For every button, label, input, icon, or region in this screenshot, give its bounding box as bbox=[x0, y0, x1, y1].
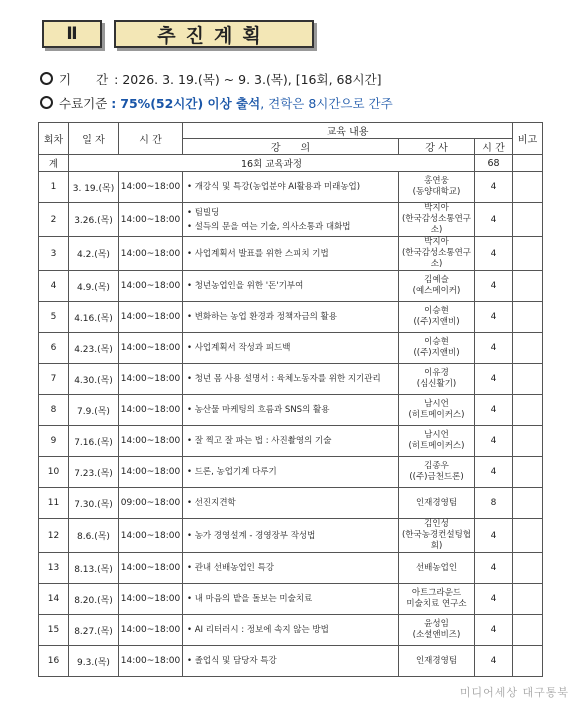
course-line: • 사업계획서 발표를 위한 스피치 기법 bbox=[187, 248, 329, 259]
cell-date: 7.16.(목) bbox=[69, 426, 119, 457]
cell-remarks bbox=[513, 646, 543, 677]
cell-remarks bbox=[513, 395, 543, 426]
cell-remarks bbox=[513, 615, 543, 646]
cell-date: 4.9.(목) bbox=[69, 271, 119, 302]
cell-course bbox=[183, 519, 399, 553]
cell-course bbox=[183, 584, 399, 615]
header-content: 교육 내용 bbox=[183, 123, 513, 139]
instructor-name: 김예슬 bbox=[424, 275, 449, 285]
instructor-org: (히트메이커스) bbox=[408, 410, 465, 420]
instructor-org: (한국감성소통연구소) bbox=[401, 214, 471, 235]
cell-no: 6 bbox=[39, 333, 69, 364]
cell-remarks bbox=[513, 584, 543, 615]
cell-time: 14:00~18:00 bbox=[119, 519, 183, 553]
cell-hours: 4 bbox=[475, 333, 513, 364]
cell-date: 7.9.(목) bbox=[69, 395, 119, 426]
course-line: • 내 마음의 밭을 돌보는 미술치료 bbox=[187, 594, 313, 604]
cell-hours: 4 bbox=[475, 457, 513, 488]
cell-hours: 4 bbox=[475, 426, 513, 457]
cell-instructor bbox=[399, 302, 475, 333]
cell-hours: 4 bbox=[475, 203, 513, 237]
cell-remarks bbox=[513, 203, 543, 237]
course-line: • 농산물 마케팅의 흐름과 SNS의 활용 bbox=[187, 405, 330, 415]
cell-no: 13 bbox=[39, 553, 69, 584]
criteria-highlight: 75%(52시간) 이상 출석 bbox=[120, 96, 261, 111]
instructor-name: 인재경영팀 bbox=[415, 497, 458, 508]
instructor-name: 남시언 bbox=[424, 399, 449, 409]
cell-course bbox=[183, 237, 399, 271]
course-line: • 설득의 문을 여는 기술, 의사소통과 대화법 bbox=[187, 221, 351, 232]
table-row bbox=[39, 584, 543, 615]
cell-date: 9.3.(목) bbox=[69, 646, 119, 677]
cell-time: 14:00~18:00 bbox=[119, 584, 183, 615]
header-course: 강 의 bbox=[183, 139, 399, 155]
cell-instructor bbox=[399, 584, 475, 615]
cell-time: 14:00~18:00 bbox=[119, 615, 183, 646]
instructor-org: ((주)지앤비) bbox=[413, 348, 460, 358]
cell-instructor bbox=[399, 457, 475, 488]
criteria-line: 수료기준 : 75%(52시간) 이상 출석, 견학은 8시간으로 간주 bbox=[40, 94, 393, 112]
cell-instructor bbox=[399, 203, 475, 237]
course-line: • 개강식 및 특강(농업분야 AI활용과 미래농업) bbox=[187, 182, 361, 192]
cell-instructor bbox=[399, 646, 475, 677]
instructor-name: 홍연웅 bbox=[424, 176, 449, 186]
cell-remarks bbox=[513, 553, 543, 584]
instructor-name: 이유경 bbox=[424, 368, 449, 378]
cell-time: 14:00~18:00 bbox=[119, 333, 183, 364]
cell-instructor bbox=[399, 553, 475, 584]
cell-date: 8.27.(목) bbox=[69, 615, 119, 646]
cell-hours: 4 bbox=[475, 646, 513, 677]
course-line: • 잘 찍고 잘 파는 법 : 사진촬영의 기술 bbox=[187, 436, 332, 446]
cell-date: 3.26.(목) bbox=[69, 203, 119, 237]
course-line: • 청년 몸 사용 설명서 : 육체노동자를 위한 지기관리 bbox=[187, 374, 381, 384]
course-line: • 관내 선배농업인 특강 bbox=[187, 563, 275, 573]
cell-instructor bbox=[399, 615, 475, 646]
header-time: 시 간 bbox=[119, 123, 183, 155]
cell-course bbox=[183, 172, 399, 203]
cell-remarks bbox=[513, 333, 543, 364]
cell-date: 8.20.(목) bbox=[69, 584, 119, 615]
cell-hours: 4 bbox=[475, 172, 513, 203]
section-number: Ⅱ bbox=[42, 20, 102, 48]
instructor-org: (한국감성소통연구소) bbox=[401, 248, 471, 269]
cell-date: 7.23.(목) bbox=[69, 457, 119, 488]
table-row bbox=[39, 333, 543, 364]
table-row bbox=[39, 271, 543, 302]
instructor-name: 이승현 bbox=[424, 306, 449, 316]
cell-no: 5 bbox=[39, 302, 69, 333]
table-row bbox=[39, 172, 543, 203]
cell-date: 8.6.(목) bbox=[69, 519, 119, 553]
cell-no: 14 bbox=[39, 584, 69, 615]
cell-no: 7 bbox=[39, 364, 69, 395]
cell-remarks bbox=[513, 426, 543, 457]
watermark: 미디어세상 대구통북 bbox=[459, 686, 569, 699]
table-row bbox=[39, 615, 543, 646]
bullet-circle-icon bbox=[40, 96, 53, 109]
section-title: 추진계획 bbox=[114, 20, 314, 48]
course-line: • AI 리터러시 : 정보에 속지 않는 방법 bbox=[187, 625, 329, 635]
table-row bbox=[39, 364, 543, 395]
cell-remarks bbox=[513, 271, 543, 302]
course-line: • 졸업식 및 담당자 특강 bbox=[187, 656, 277, 666]
period-line: 기 간 : 2026. 3. 19.(목) ~ 9. 3.(목), [16회, 68시간] bbox=[40, 70, 381, 88]
cell-no: 4 bbox=[39, 271, 69, 302]
cell-date: 4.2.(목) bbox=[69, 237, 119, 271]
cell-instructor bbox=[399, 364, 475, 395]
header-remarks: 비고 bbox=[513, 123, 543, 155]
instructor-name: 인재경영팀 bbox=[415, 655, 458, 666]
cell-instructor bbox=[399, 237, 475, 271]
cell-instructor bbox=[399, 333, 475, 364]
cell-date: 4.23.(목) bbox=[69, 333, 119, 364]
table-row bbox=[39, 395, 543, 426]
cell-instructor bbox=[399, 426, 475, 457]
instructor-org: ((주)지앤비) bbox=[413, 317, 460, 327]
cell-course bbox=[183, 488, 399, 519]
cell-course bbox=[183, 395, 399, 426]
cell-remarks bbox=[513, 364, 543, 395]
course-line: • 농가 경영설계 - 경영장부 작성법 bbox=[187, 530, 316, 541]
cell-course bbox=[183, 426, 399, 457]
instructor-name: 남시언 bbox=[424, 430, 449, 440]
cell-course bbox=[183, 457, 399, 488]
cell-time: 14:00~18:00 bbox=[119, 364, 183, 395]
header-date: 일 자 bbox=[69, 123, 119, 155]
instructor-name: 김종우 bbox=[424, 461, 449, 471]
schedule-table bbox=[38, 122, 543, 677]
cell-date: 4.16.(목) bbox=[69, 302, 119, 333]
instructor-name: 선배농업인 bbox=[415, 562, 458, 573]
bullet-circle-icon bbox=[40, 72, 53, 85]
instructor-org: (동양대학교) bbox=[412, 187, 461, 197]
cell-time: 09:00~18:00 bbox=[119, 488, 183, 519]
course-line: • 청년농업인을 위한 '돈'기부여 bbox=[187, 281, 304, 291]
cell-hours: 4 bbox=[475, 364, 513, 395]
total-row: 계 16회 교육과정 68 bbox=[39, 155, 543, 172]
instructor-org: (예스메이커) bbox=[412, 286, 461, 296]
course-line: • 사업계획서 작성과 피드백 bbox=[187, 343, 291, 353]
table-row bbox=[39, 646, 543, 677]
table-row bbox=[39, 237, 543, 271]
instructor-org: (히트메이커스) bbox=[408, 441, 465, 451]
table-row bbox=[39, 426, 543, 457]
cell-hours: 4 bbox=[475, 395, 513, 426]
cell-remarks bbox=[513, 172, 543, 203]
cell-hours: 4 bbox=[475, 237, 513, 271]
table-row bbox=[39, 488, 543, 519]
cell-no: 15 bbox=[39, 615, 69, 646]
cell-time: 14:00~18:00 bbox=[119, 426, 183, 457]
cell-no: 12 bbox=[39, 519, 69, 553]
cell-remarks bbox=[513, 457, 543, 488]
cell-time: 14:00~18:00 bbox=[119, 646, 183, 677]
instructor-org: (심신활기) bbox=[416, 379, 457, 389]
cell-time: 14:00~18:00 bbox=[119, 553, 183, 584]
cell-instructor bbox=[399, 519, 475, 553]
cell-no: 3 bbox=[39, 237, 69, 271]
cell-time: 14:00~18:00 bbox=[119, 203, 183, 237]
header-instructor: 강 사 bbox=[399, 139, 475, 155]
instructor-name: 김인성 bbox=[424, 519, 449, 529]
cell-hours: 4 bbox=[475, 302, 513, 333]
header-hours: 시 간 bbox=[475, 139, 513, 155]
cell-course bbox=[183, 364, 399, 395]
course-line: • 팀빌딩 bbox=[187, 207, 220, 218]
cell-instructor bbox=[399, 488, 475, 519]
cell-no: 8 bbox=[39, 395, 69, 426]
cell-time: 14:00~18:00 bbox=[119, 237, 183, 271]
cell-time: 14:00~18:00 bbox=[119, 395, 183, 426]
cell-hours: 4 bbox=[475, 553, 513, 584]
cell-hours: 4 bbox=[475, 519, 513, 553]
table-row bbox=[39, 553, 543, 584]
cell-no: 16 bbox=[39, 646, 69, 677]
table-row bbox=[39, 302, 543, 333]
instructor-org: (소셜앤비즈) bbox=[412, 630, 461, 640]
cell-remarks bbox=[513, 488, 543, 519]
cell-no: 2 bbox=[39, 203, 69, 237]
cell-hours: 4 bbox=[475, 615, 513, 646]
cell-instructor bbox=[399, 271, 475, 302]
instructor-name: 박지아 bbox=[424, 237, 449, 247]
cell-course bbox=[183, 646, 399, 677]
header-no: 회차 bbox=[39, 123, 69, 155]
cell-remarks bbox=[513, 237, 543, 271]
table-row bbox=[39, 457, 543, 488]
cell-no: 9 bbox=[39, 426, 69, 457]
cell-instructor bbox=[399, 172, 475, 203]
instructor-org: ((주)금천드론) bbox=[409, 472, 464, 482]
cell-time: 14:00~18:00 bbox=[119, 457, 183, 488]
cell-course bbox=[183, 333, 399, 364]
instructor-name: 박지아 bbox=[424, 203, 449, 213]
cell-course bbox=[183, 615, 399, 646]
cell-remarks bbox=[513, 302, 543, 333]
cell-date: 8.13.(목) bbox=[69, 553, 119, 584]
cell-time: 14:00~18:00 bbox=[119, 271, 183, 302]
cell-remarks bbox=[513, 519, 543, 553]
instructor-org: (한국농경컨설팅협회) bbox=[401, 530, 471, 551]
cell-time: 14:00~18:00 bbox=[119, 302, 183, 333]
cell-hours: 4 bbox=[475, 271, 513, 302]
cell-no: 11 bbox=[39, 488, 69, 519]
instructor-name: 윤성임 bbox=[424, 619, 449, 629]
instructor-name: 아트그라운드 bbox=[411, 588, 462, 598]
cell-date: 7.30.(목) bbox=[69, 488, 119, 519]
cell-course bbox=[183, 203, 399, 237]
cell-course bbox=[183, 271, 399, 302]
course-line: • 선진지견학 bbox=[187, 498, 236, 508]
table-row bbox=[39, 203, 543, 237]
cell-time: 14:00~18:00 bbox=[119, 172, 183, 203]
cell-course bbox=[183, 302, 399, 333]
cell-no: 1 bbox=[39, 172, 69, 203]
instructor-name: 이승현 bbox=[424, 337, 449, 347]
course-line: • 변화하는 농업 환경과 정책자금의 활용 bbox=[187, 312, 337, 322]
cell-no: 10 bbox=[39, 457, 69, 488]
table-row bbox=[39, 519, 543, 553]
cell-hours: 8 bbox=[475, 488, 513, 519]
cell-instructor bbox=[399, 395, 475, 426]
cell-date: 4.30.(목) bbox=[69, 364, 119, 395]
cell-course bbox=[183, 553, 399, 584]
cell-hours: 4 bbox=[475, 584, 513, 615]
course-line: • 드론, 농업기계 다루기 bbox=[187, 467, 277, 477]
cell-date: 3. 19.(목) bbox=[69, 172, 119, 203]
instructor-org: 미술치료 연구소 bbox=[406, 599, 467, 609]
